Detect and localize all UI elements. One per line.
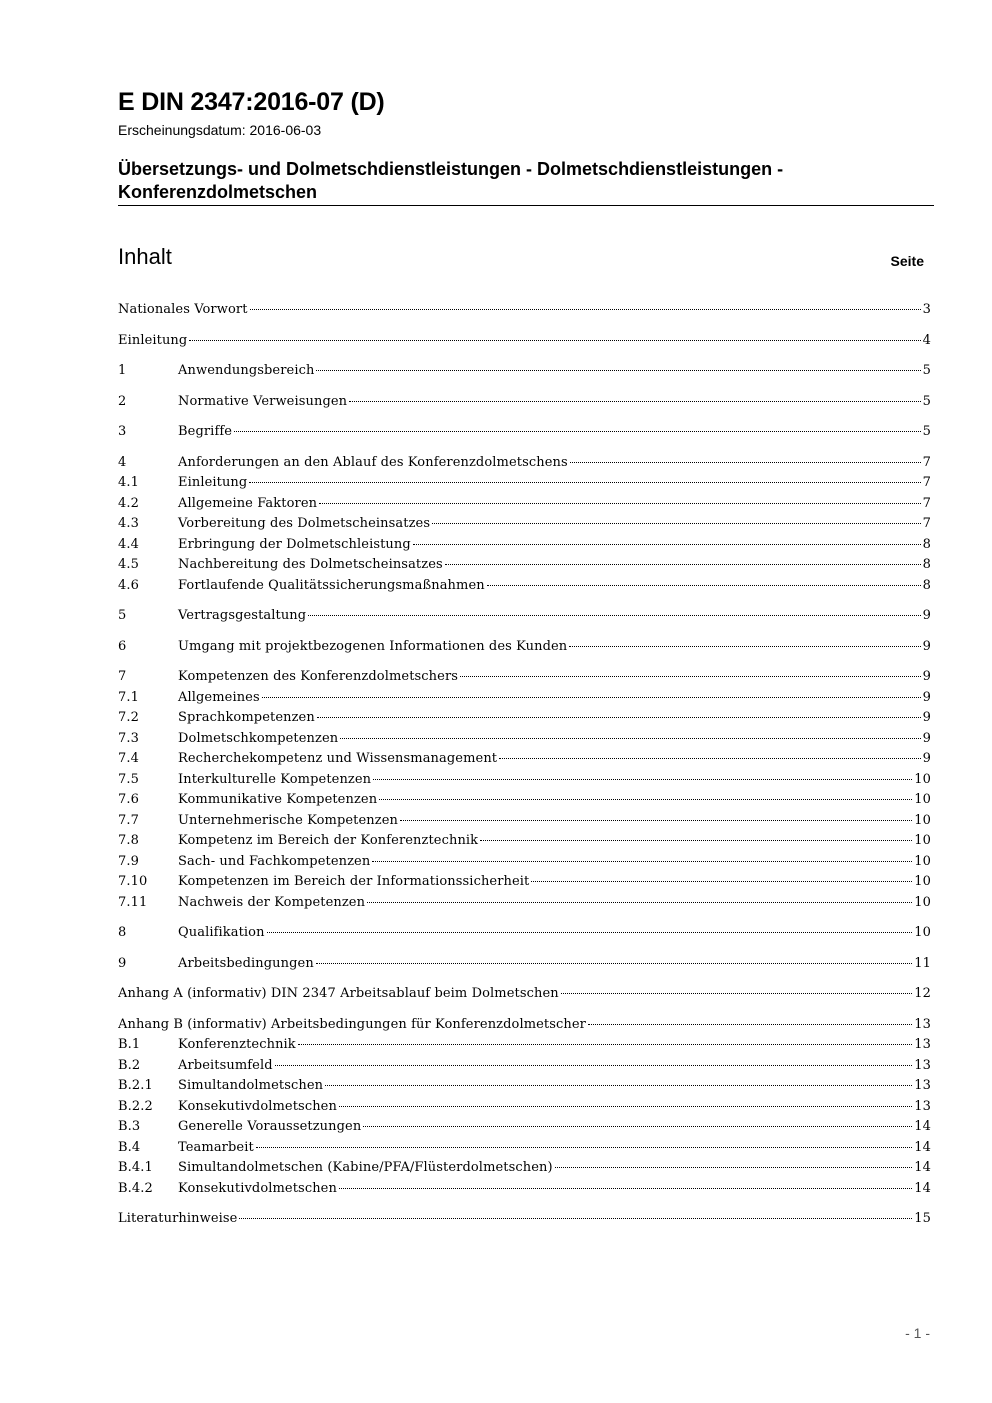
toc-entry-number: 7.8 [118,833,139,848]
toc-entry-title: Unternehmerische Kompetenzen [178,812,398,828]
toc-entry-title: Interkulturelle Kompetenzen [178,771,372,787]
toc-dot-leader [413,544,921,545]
toc-entry[interactable] [118,1211,931,1232]
toc-entry-page: 13 [914,1098,931,1114]
toc-dot-leader [325,1085,912,1086]
toc-entry[interactable] [118,424,931,445]
toc-entry-number: 7.11 [118,894,148,910]
toc-entry-page: 9 [922,710,931,725]
toc-entry-title: Kompetenzen des Konferenzdolmetschers [178,669,459,684]
toc-entry-number: 7.2 [118,710,139,725]
toc-entry-title: Anhang B (informativ) Arbeitsbedingungen für Konferenzdolmetscher [118,1016,586,1032]
toc-dot-leader [349,401,920,402]
toc-dot-leader [487,585,921,586]
toc-entry-title: Nachbereitung des Dolmetscheinsatzes [178,557,443,572]
toc-dot-leader [588,1024,912,1025]
toc-entry-page: 9 [922,669,931,684]
toc-dot-leader [372,861,912,862]
toc-dot-leader [499,758,921,759]
toc-entry[interactable] [118,1160,931,1181]
document-subject: Übersetzungs- und Dolmetschdienstleistungen - Dolmetschdienstleistungen - Konferenzdolmetschen [118,159,784,202]
toc-entry-title: Vertragsgestaltung [178,608,307,623]
toc-entry[interactable] [118,496,931,517]
toc-entry-page: 9 [922,608,931,623]
toc-dot-leader [445,564,921,565]
toc-entry-title: Nationales Vorwort [118,302,248,317]
toc-entry-page: 13 [914,1078,931,1093]
toc-entry-title: Qualifikation [178,925,265,940]
toc-dot-leader [250,309,921,310]
toc-entry-number: 3 [118,424,127,439]
toc-entry-number: B.4 [118,1139,141,1155]
toc-entry[interactable] [118,854,931,875]
toc-heading: Inhalt [118,244,172,269]
toc-entry-page: 4 [922,332,931,348]
toc-dot-leader [249,482,920,483]
toc-entry-title: Kommunikative Kompetenzen [178,792,378,807]
toc-dot-leader [460,676,921,677]
toc-entry-number: 7 [118,669,127,684]
toc-entry-title: Anwendungsbereich [178,363,315,378]
toc-entry-page: 9 [922,730,931,746]
toc-entry-page: 7 [922,475,931,490]
toc-dot-leader [432,523,921,524]
toc-entry-page: 8 [922,536,931,552]
toc-dot-leader [531,881,912,882]
toc-entry-page: 10 [914,874,931,889]
toc-entry-number: 7.1 [118,689,139,705]
toc-entry-title: Fortlaufende Qualitätssicherungsmaßnahmen [178,577,485,593]
toc-entry-number: 5 [118,608,127,623]
toc-entry[interactable] [118,639,931,660]
toc-entry[interactable] [118,1078,931,1099]
toc-dot-leader [570,462,921,463]
toc-entry-number: 4.3 [118,516,139,531]
toc-dot-leader [317,717,921,718]
toc-entry-page: 10 [914,833,931,848]
toc-dot-leader [339,1106,912,1107]
toc-entry-page: 15 [914,1211,931,1226]
toc-entry-page: 14 [914,1139,931,1155]
toc-entry[interactable] [118,669,931,690]
toc-entry[interactable] [118,874,931,895]
toc-dot-leader [379,799,912,800]
toc-entry-page: 7 [922,516,931,531]
toc-dot-leader [298,1044,912,1045]
toc-dot-leader [555,1167,913,1168]
toc-entry[interactable] [118,813,931,834]
toc-entry[interactable] [118,363,931,384]
toc-entry-number: B.1 [118,1037,141,1052]
toc-entry-page: 9 [922,689,931,705]
toc-dot-leader [316,370,920,371]
toc-entry-number: B.2 [118,1057,141,1073]
toc-entry-title: Begriffe [178,424,233,439]
toc-dot-leader [367,902,912,903]
toc-entry[interactable] [118,394,931,415]
toc-entry-title: Nachweis der Kompetenzen [178,894,366,910]
toc-entry-number: 7.4 [118,751,139,766]
toc-entry-page: 8 [922,577,931,593]
toc-dot-leader [480,840,912,841]
toc-dot-leader [189,340,920,341]
publication-date: Erscheinungsdatum: 2016-06-03 [118,122,322,138]
toc-entry-number: 7.5 [118,771,139,787]
toc-entry[interactable] [118,751,931,772]
toc-entry-title: Allgemeines [178,689,260,705]
toc-entry[interactable] [118,1037,931,1058]
toc-dot-leader [569,646,920,647]
toc-entry[interactable] [118,333,931,354]
toc-entry-number: 4.4 [118,536,139,552]
toc-entry-title: Simultandolmetschen [178,1078,324,1093]
toc-entry-title: Normative Verweisungen [178,393,348,409]
toc-entry-number: 9 [118,955,127,971]
toc-entry-number: 7.6 [118,792,139,807]
toc-dot-leader [373,779,912,780]
toc-entry-title: Umgang mit projektbezogenen Informationen des Kunden [178,638,568,654]
toc-entry[interactable] [118,925,931,946]
toc-entry-number: 4.1 [118,475,139,490]
toc-dot-leader [316,963,912,964]
toc-entry-title: Konsekutivdolmetschen [178,1180,337,1196]
toc-entry-page: 10 [914,894,931,910]
toc-dot-leader [308,615,920,616]
toc-page-column-label: Seite [890,253,924,269]
toc-dot-leader [275,1065,913,1066]
toc-entry-page: 14 [914,1180,931,1196]
toc-entry-title: Konsekutivdolmetschen [178,1098,337,1114]
toc-dot-leader [340,738,920,739]
toc-entry[interactable] [118,1099,931,1120]
toc-entry-title: Anforderungen an den Ablauf des Konferenzdolmetschens [178,454,568,470]
toc-entry-title: Sach- und Fachkompetenzen [178,853,371,869]
toc-entry[interactable] [118,710,931,731]
toc-entry-number: B.4.2 [118,1180,153,1196]
toc-entry-title: Literaturhinweise [118,1211,238,1226]
toc-entry-number: B.2.2 [118,1098,153,1114]
toc-entry[interactable] [118,1017,931,1038]
toc-entry-page: 7 [922,454,931,470]
toc-entry-number: 6 [118,638,127,654]
toc-entry-title: Generelle Voraussetzungen [178,1119,362,1134]
toc-entry-title: Erbringung der Dolmetschleistung [178,536,411,552]
toc-dot-leader [339,1188,912,1189]
toc-entry-page: 10 [914,771,931,787]
toc-entry-page: 10 [914,812,931,828]
toc-entry-number: 7.7 [118,812,139,828]
toc-entry-title: Kompetenz im Bereich der Konferenztechnik [178,833,479,848]
toc-entry-title: Anhang A (informativ) DIN 2347 Arbeitsablauf beim Dolmetschen [118,986,559,1001]
toc-entry[interactable] [118,578,931,599]
toc-dot-leader [400,820,912,821]
toc-dot-leader [561,993,913,994]
toc-entry[interactable] [118,1181,931,1202]
toc-entry[interactable] [118,690,931,711]
toc-entry[interactable] [118,833,931,854]
toc-entry-page: 5 [922,424,931,439]
toc-entry-title: Allgemeine Faktoren [178,495,318,511]
toc-dot-leader [239,1218,912,1219]
toc-entry-number: 1 [118,363,127,378]
toc-entry-page: 9 [922,638,931,654]
toc-dot-leader [267,932,913,933]
toc-entry-page: 8 [922,557,931,572]
toc-entry-page: 7 [922,495,931,511]
toc-entry-page: 9 [922,751,931,766]
toc-entry-page: 14 [914,1119,931,1134]
toc-entry[interactable] [118,537,931,558]
toc-entry-number: 7.10 [118,874,148,889]
toc-entry-title: Simultandolmetschen (Kabine/PFA/Flüsterdolmetschen) [178,1160,553,1175]
toc-entry-page: 5 [922,363,931,378]
toc-entry-number: B.4.1 [118,1160,153,1175]
toc-entry-page: 5 [922,393,931,409]
toc-entry[interactable] [118,1058,931,1079]
document-title: E DIN 2347:2016-07 (D) [118,88,385,116]
toc-entry[interactable] [118,1119,931,1140]
toc-entry-title: Recherchekompetenz und Wissensmanagement [178,751,498,766]
toc-entry-number: B.3 [118,1119,141,1134]
toc-entry-number: 4.2 [118,495,139,511]
toc-entry-title: Einleitung [118,332,188,348]
toc-entry[interactable] [118,455,931,476]
toc-entry-number: 4.5 [118,557,139,572]
toc-entry[interactable] [118,731,931,752]
toc-entry[interactable] [118,792,931,813]
toc-entry[interactable] [118,302,931,323]
toc-entry[interactable] [118,608,931,629]
toc-entry-number: 2 [118,393,127,409]
toc-entry[interactable] [118,475,931,496]
toc-entry-title: Sprachkompetenzen [178,710,315,725]
toc-dot-leader [256,1147,912,1148]
toc-entry-page: 13 [914,1016,931,1032]
toc-entry-title: Kompetenzen im Bereich der Informationssicherheit [178,874,530,889]
toc-list [118,302,931,1232]
toc-entry-page: 10 [914,853,931,869]
toc-entry[interactable] [118,772,931,793]
toc-entry-page: 13 [914,1057,931,1073]
toc-entry-title: Vorbereitung des Dolmetscheinsatzes [178,516,431,531]
toc-entry-number: 4.6 [118,577,139,593]
toc-entry-page: 10 [914,792,931,807]
toc-entry-page: 11 [914,955,931,971]
page-number: - 1 - [905,1325,930,1341]
toc-entry-title: Dolmetschkompetenzen [178,730,339,746]
toc-entry[interactable] [118,956,931,977]
toc-entry[interactable] [118,516,931,537]
toc-entry-number: B.2.1 [118,1078,153,1093]
toc-entry-title: Arbeitsumfeld [178,1057,273,1073]
toc-entry-title: Einleitung [178,475,248,490]
toc-dot-leader [319,503,921,504]
toc-entry[interactable] [118,557,931,578]
toc-entry-page: 14 [914,1160,931,1175]
toc-entry-number: 4 [118,454,127,470]
toc-entry-title: Teamarbeit [178,1139,254,1155]
toc-entry-page: 3 [922,302,931,317]
toc-entry-number: 7.3 [118,730,139,746]
toc-entry-page: 12 [914,986,931,1001]
toc-entry-page: 13 [914,1037,931,1052]
toc-dot-leader [262,697,921,698]
toc-entry-title: Konferenztechnik [178,1037,296,1052]
toc-entry-title: Arbeitsbedingungen [178,955,314,971]
toc-entry-page: 10 [914,925,931,940]
toc-dot-leader [234,431,921,432]
header-divider [118,205,934,206]
toc-entry[interactable] [118,895,931,916]
toc-dot-leader [363,1126,912,1127]
toc-entry[interactable] [118,986,931,1007]
toc-entry-number: 8 [118,925,127,940]
toc-entry-number: 7.9 [118,853,139,869]
toc-entry[interactable] [118,1140,931,1161]
